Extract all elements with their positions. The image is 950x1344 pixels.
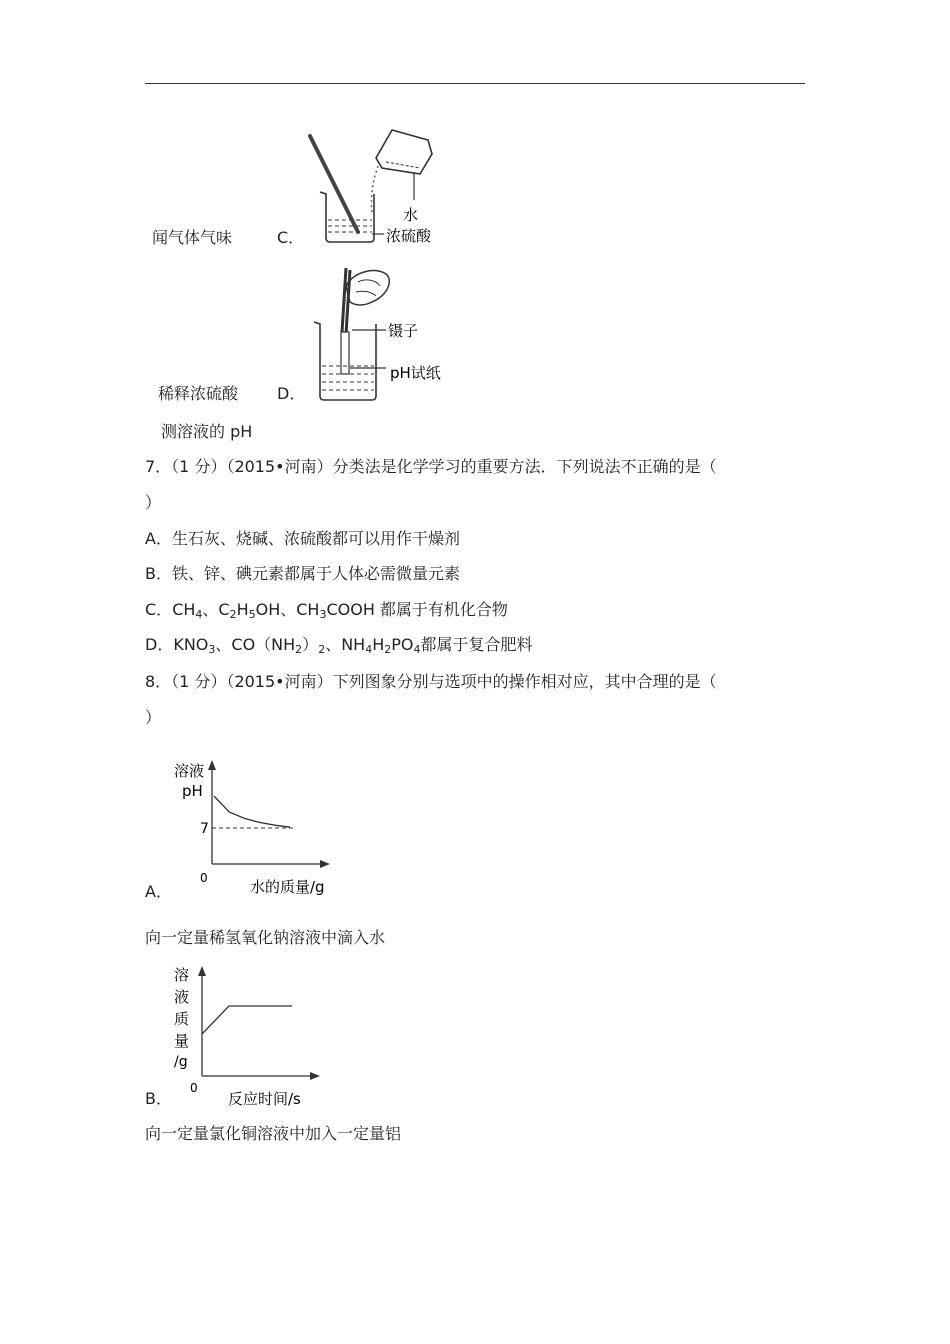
question-8-option-b-letter: B．: [145, 1089, 172, 1108]
liquid-icon: [328, 220, 372, 232]
tweezers-icon: [342, 268, 350, 334]
option-c-letter: C．: [277, 228, 305, 247]
chart-b-series-line: [202, 1006, 292, 1034]
ph-test-figure: [300, 262, 460, 404]
chart-a-xlabel: 水的质量/g: [250, 878, 325, 896]
chart-b-ylabel-3: 质: [174, 1010, 190, 1028]
question-7-option-a: A．生石灰、烧碱、浓硫酸都可以用作干燥剂: [145, 529, 460, 548]
option-b-caption: 闻气体气味: [152, 228, 233, 247]
chart-b-y-arrow-icon: [198, 966, 206, 976]
hand-icon: [346, 271, 389, 305]
chart-b-ylabel-5: /g: [174, 1054, 188, 1070]
chart-a-y-arrow-icon: [208, 760, 216, 770]
question-7-option-b: B．铁、锌、碘元素都属于人体必需微量元素: [145, 564, 460, 583]
label-concentrated-acid: 浓硫酸: [386, 227, 432, 245]
chart-b-ylabel-2: 液: [174, 988, 190, 1006]
chart-b-ylabel-1: 溶: [174, 966, 190, 984]
question-8-stem: 8．（1 分）（2015•河南）下列图象分别与选项中的操作相对应，其中合理的是（: [145, 672, 717, 691]
question-8-option-a-caption: 向一定量稀氢氧化钠溶液中滴入水: [145, 928, 386, 947]
chart-a-series-line: [214, 796, 290, 827]
chart-a-x-arrow-icon: [320, 860, 330, 868]
label-water: 水: [403, 206, 419, 224]
label-tweezers: 镊子: [388, 322, 419, 340]
question-7-option-c: C．$CH_4$、$C_2H_5OH$、$CH_3COOH$ 都属于有机化合物: [145, 600, 508, 621]
chart-b-origin: 0: [190, 1081, 198, 1095]
chart-a-ylabel-2: pH: [182, 782, 203, 800]
label-ph-paper: pH试纸: [390, 364, 441, 382]
chart-a-ylabel: 溶液: [174, 762, 205, 780]
chart-a-ytick-7: 7: [200, 821, 209, 837]
question-8-option-b-caption: 向一定量氯化铜溶液中加入一定量铝: [145, 1124, 402, 1143]
chart-b-xlabel: 反应时间/s: [228, 1090, 301, 1108]
beaker-icon: [320, 192, 374, 242]
option-c-caption: 稀释浓硫酸: [158, 384, 239, 403]
pouring-beaker-icon: [376, 130, 432, 174]
chart-a-origin: 0: [200, 871, 208, 885]
question-8-option-a-letter: A．: [145, 882, 172, 901]
question-8-stem-end: ）: [145, 708, 162, 727]
option-d-caption: 测溶液的 pH: [161, 422, 253, 441]
question-7-stem-end: ）: [145, 493, 162, 512]
chart-b-x-arrow-icon: [310, 1072, 320, 1080]
question-7-option-d: D．$KNO_3$、$CO(NH_2)_2$、$NH_4H_2PO_4$都属于复合肥料: [145, 635, 533, 656]
glass-rod-icon: [310, 136, 358, 232]
question-7-stem: 7．（1 分）（2015•河南）分类法是化学学习的重要方法．下列说法不正确的是（: [145, 457, 717, 476]
chart-a-ph-vs-water: [170, 752, 370, 900]
chart-b-mass-vs-time: [168, 958, 328, 1108]
option-d-letter: D．: [277, 384, 306, 403]
ph-paper-icon: [341, 332, 349, 374]
chart-b-ylabel-4: 量: [174, 1032, 190, 1050]
diluting-acid-figure: [300, 122, 460, 252]
top-rule: [145, 83, 805, 84]
